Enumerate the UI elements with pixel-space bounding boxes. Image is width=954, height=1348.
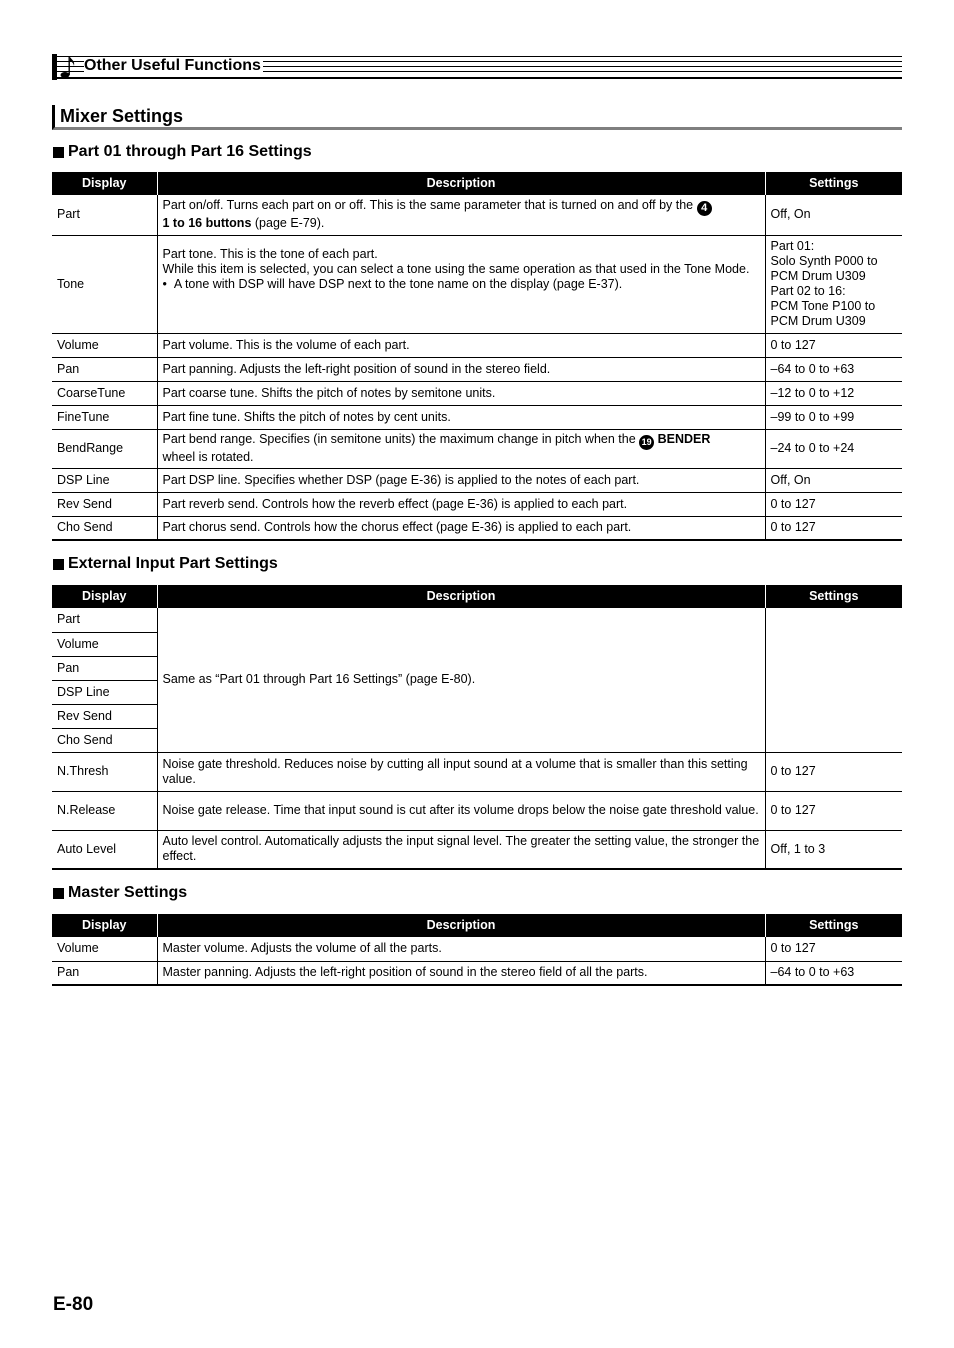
cell-display: DSP Line bbox=[52, 680, 157, 704]
cell-description bbox=[157, 235, 765, 333]
cell-display: N.Release bbox=[52, 791, 157, 830]
cell-display: BendRange bbox=[52, 429, 157, 468]
table-row bbox=[52, 608, 902, 632]
settings-line: PCM Drum U309 bbox=[770, 269, 866, 283]
table-row bbox=[52, 937, 902, 961]
subhead-master-settings bbox=[53, 884, 187, 902]
cell-description-shared: Same as “Part 01 through Part 16 Settings” (page E-80). bbox=[157, 608, 765, 752]
table-header-row bbox=[52, 914, 902, 937]
table-row bbox=[52, 961, 902, 985]
cell-description: Noise gate threshold. Reduces noise by cutting all input sound at a volume that is smaller than this setting value. bbox=[157, 752, 765, 791]
cell-description: Part reverb send. Controls how the reverb effect (page E-36) is applied to each part. bbox=[157, 492, 765, 516]
table-header-row bbox=[52, 585, 902, 608]
cell-description: Master panning. Adjusts the left-right position of sound in the stereo field of all the parts. bbox=[157, 961, 765, 985]
cell-settings bbox=[765, 235, 902, 333]
cell-display: Volume bbox=[57, 941, 99, 956]
section-title-text: Mixer Settings bbox=[60, 106, 184, 126]
table-row bbox=[52, 830, 902, 869]
cell-display: Tone bbox=[52, 235, 157, 333]
cell-display: Auto Level bbox=[52, 830, 157, 869]
subhead-text: Master Settings bbox=[68, 884, 188, 901]
cell-display: Rev Send bbox=[52, 492, 157, 516]
header-bar bbox=[52, 54, 57, 80]
settings-line: PCM Tone P100 to bbox=[770, 299, 876, 313]
description-text: Part bend range. Specifies (in semitone units) the maximum change in pitch when the bbox=[162, 432, 636, 446]
col-description: Description bbox=[157, 172, 765, 195]
cell-settings: Off, On bbox=[765, 195, 902, 235]
col-description: Description bbox=[157, 914, 765, 937]
cell-settings: Off, 1 to 3 bbox=[765, 830, 902, 869]
settings-line: PCM Drum U309 bbox=[770, 314, 866, 328]
button-19-icon: 19 bbox=[639, 435, 654, 450]
cell-settings: –24 to 0 to +24 bbox=[765, 429, 902, 468]
cell-settings: Off, On bbox=[765, 468, 902, 492]
cell-settings: –99 to 0 to +99 bbox=[765, 405, 902, 429]
cell-settings: 0 to 127 bbox=[765, 752, 902, 791]
cell-display: Pan bbox=[52, 656, 157, 680]
music-note-icon bbox=[60, 55, 76, 79]
cell-settings: 0 to 127 bbox=[765, 937, 902, 961]
cell-description: Auto level control. Automatically adjusts the input signal level. The greater the setting value, the stronger the effect. bbox=[157, 830, 765, 869]
table-row bbox=[52, 752, 902, 791]
description-bullet: • A tone with DSP will have DSP next to the tone name on the display (page E-37). bbox=[162, 276, 623, 291]
square-bullet-icon bbox=[53, 888, 64, 899]
page-number: E-80 bbox=[53, 1294, 94, 1315]
cell-description bbox=[157, 195, 765, 235]
section-title bbox=[52, 105, 902, 130]
cell-display: Part bbox=[57, 207, 80, 222]
cell-settings: –12 to 0 to +12 bbox=[765, 381, 902, 405]
table-row bbox=[52, 791, 902, 830]
col-description: Description bbox=[157, 585, 765, 608]
settings-line: Part 02 to 16: bbox=[770, 284, 846, 298]
cell-display: Part bbox=[57, 612, 80, 627]
col-display: Display bbox=[52, 585, 157, 608]
cell-description: Part fine tune. Shifts the pitch of notes by cent units. bbox=[157, 405, 765, 429]
table-row bbox=[52, 516, 902, 540]
cell-description: Part DSP line. Specifies whether DSP (page E-36) is applied to the notes of each part. bbox=[157, 468, 765, 492]
cell-description: Master volume. Adjusts the volume of all the parts. bbox=[157, 937, 765, 961]
button-name: 1 to 16 buttons bbox=[162, 216, 252, 231]
cell-settings: 0 to 127 bbox=[765, 492, 902, 516]
cell-display: Volume bbox=[52, 632, 157, 656]
settings-line: Solo Synth P000 to bbox=[770, 254, 878, 268]
description-text: (page E-79). bbox=[251, 216, 325, 231]
header-title: Other Useful Functions bbox=[84, 57, 261, 74]
cell-description: Part volume. This is the volume of each part. bbox=[157, 333, 765, 357]
col-display: Display bbox=[52, 172, 157, 195]
subhead-part-settings bbox=[53, 143, 312, 161]
table-row bbox=[52, 381, 902, 405]
cell-settings-shared bbox=[765, 608, 902, 752]
cell-display: Rev Send bbox=[52, 704, 157, 728]
running-header bbox=[52, 54, 902, 80]
settings-line: Part 01: bbox=[770, 239, 815, 253]
master-settings-table bbox=[52, 914, 902, 986]
subhead-external-settings bbox=[53, 555, 278, 573]
col-settings: Settings bbox=[765, 172, 902, 195]
button-4-icon: 4 bbox=[697, 201, 712, 216]
table-row bbox=[52, 235, 902, 333]
cell-display: FineTune bbox=[52, 405, 157, 429]
table-row bbox=[52, 429, 902, 468]
col-display: Display bbox=[52, 914, 157, 937]
cell-description bbox=[157, 429, 765, 468]
col-settings: Settings bbox=[765, 914, 902, 937]
description-line: Part tone. This is the tone of each part. bbox=[162, 246, 378, 261]
table-row bbox=[52, 468, 902, 492]
cell-description: Part coarse tune. Shifts the pitch of notes by semitone units. bbox=[157, 381, 765, 405]
table-row bbox=[52, 357, 902, 381]
cell-display: Pan bbox=[52, 961, 157, 985]
cell-display: N.Thresh bbox=[52, 752, 157, 791]
staff-line bbox=[52, 77, 902, 79]
cell-description: Part panning. Adjusts the left-right position of sound in the stereo field. bbox=[157, 357, 765, 381]
button-name: BENDER bbox=[657, 432, 711, 446]
part-settings-table bbox=[52, 172, 902, 541]
cell-settings: 0 to 127 bbox=[765, 333, 902, 357]
cell-display: Pan bbox=[52, 357, 157, 381]
external-settings-table bbox=[52, 585, 902, 870]
square-bullet-icon bbox=[53, 559, 64, 570]
subhead-text: External Input Part Settings bbox=[68, 555, 278, 572]
square-bullet-icon bbox=[53, 147, 64, 158]
description-text: Part on/off. Turns each part on or off. This is the same parameter that is turned on and off by the bbox=[162, 198, 694, 213]
description-line: While this item is selected, you can select a tone using the same operation as that used in the Tone Mode. bbox=[162, 261, 750, 276]
cell-settings: –64 to 0 to +63 bbox=[765, 961, 902, 985]
cell-settings: 0 to 127 bbox=[765, 516, 902, 540]
cell-description: Part chorus send. Controls how the chorus effect (page E-36) is applied to each part. bbox=[157, 516, 765, 540]
table-row bbox=[52, 195, 902, 235]
col-settings: Settings bbox=[765, 585, 902, 608]
cell-display: Cho Send bbox=[52, 516, 157, 540]
description-text: wheel is rotated. bbox=[162, 450, 254, 464]
table-row bbox=[52, 492, 902, 516]
cell-display: CoarseTune bbox=[52, 381, 157, 405]
cell-display: Volume bbox=[52, 333, 157, 357]
table-header-row bbox=[52, 172, 902, 195]
table-row bbox=[52, 333, 902, 357]
bullet-text: A tone with DSP will have DSP next to the tone name on the display (page E-37). bbox=[173, 276, 623, 291]
table-row bbox=[52, 405, 902, 429]
cell-description: Noise gate release. Time that input sound is cut after its volume drops below the noise gate threshold value. bbox=[157, 791, 765, 830]
cell-settings: 0 to 127 bbox=[765, 791, 902, 830]
cell-settings: –64 to 0 to +63 bbox=[765, 357, 902, 381]
subhead-text: Part 01 through Part 16 Settings bbox=[68, 143, 312, 160]
cell-display: DSP Line bbox=[52, 468, 157, 492]
cell-display: Cho Send bbox=[52, 728, 157, 752]
